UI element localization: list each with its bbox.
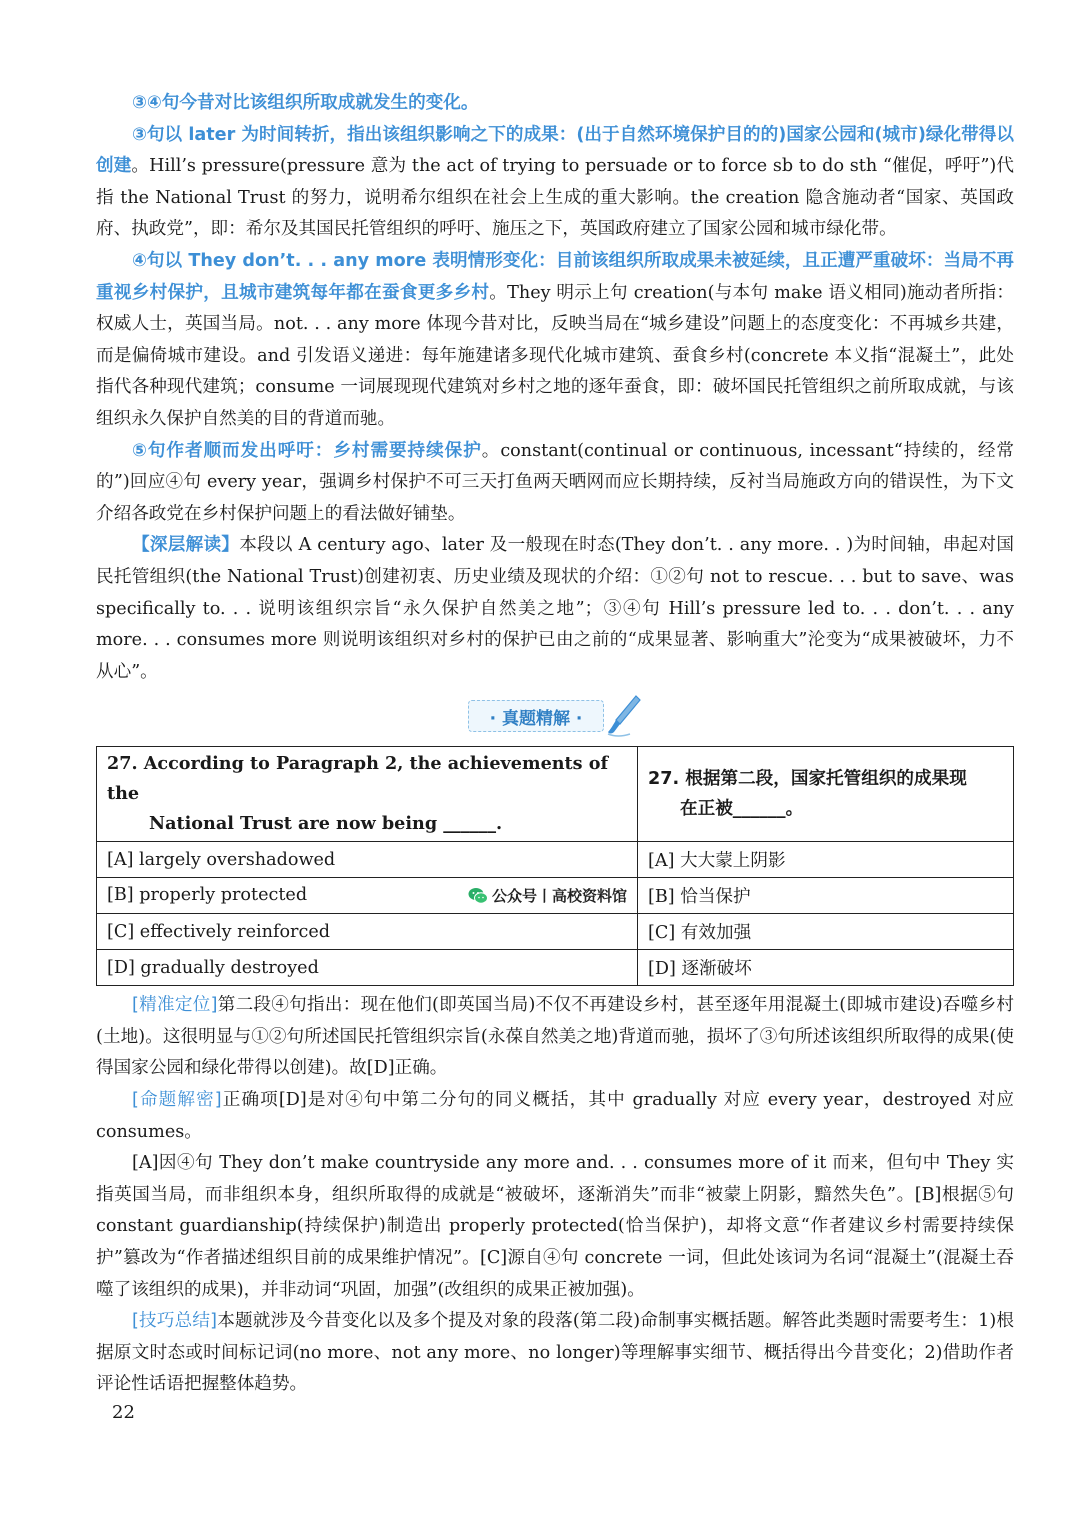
question-decode-paragraph	[96, 1085, 1014, 1148]
question-stem-en-line1: 27. According to Paragraph 2, the achievements of the	[107, 753, 609, 805]
analysis-highlight: ③句以 later 为时间转折，指出该组织影响之下的成果：(出于自然环境保护目的的)国家公园和(城市)绿化带得以创建	[96, 124, 1014, 177]
option-row-b	[97, 878, 1014, 914]
analysis-text: 。Hill’s pressure(pressure 意为 the act of trying to persuade or to force sb to do sth “催促，呼吁”)代指 the National Trust 的努力，说明希尔组织在社会上生成的重大影响。the creation 隐含施动者“国家、英国政府、执政党”，即：希尔及其国民托管组织的呼吁、施压之下，英国政府建立了国家公园和城市绿化带。	[96, 156, 1014, 240]
question-decode-tag: [命题解密]	[132, 1090, 222, 1111]
question-decode-text: 正确项[D]是对④句中第二分句的同义概括，其中 gradually 对应 every year，destroyed 对应 consumes。	[96, 1090, 1014, 1142]
section-banner-label: · 真题精解 ·	[468, 700, 604, 732]
analysis-highlight: ③④句今昔对比该组织所取成就发生的变化。	[132, 93, 479, 113]
analysis-highlight: ④句以 They don’t. . . any more 表明情形变化：目前该组织所取成果未被延续，且正遭严重破坏：当局不再重视乡村保护，且城市建筑每年都在蚕食更多乡村	[96, 250, 1014, 303]
question-stem-zh-line2: 在正被______。	[680, 799, 804, 820]
option-d-zh: [D] 逐渐破坏	[638, 950, 1014, 986]
precise-location-paragraph	[96, 990, 1014, 1085]
option-row-a	[97, 842, 1014, 878]
option-a-zh: [A] 大大蒙上阴影	[638, 842, 1014, 878]
question-stem-en	[97, 747, 638, 842]
option-row-d	[97, 950, 1014, 986]
distractor-analysis-paragraph	[96, 1148, 1014, 1306]
distractor-analysis-text: [A]因④句 They don’t make countryside any more and. . . consumes more of it 而来，但句中 They 实指英国当局，而非组织本身，组织所取得的成就是“被破坏，逐渐消失”而非“被蒙上阴影，黯然失色”。[B]根据⑤句 constant guardianship(持续保护)制造出 properly protected(恰当保护)，却将文意“作者建议乡村需要持续保护”篡改为“作者描述组织目前的成果维护情况”。[C]源自④句 concrete 一词，但此处该词为名词“混凝土”(混凝土吞噬了该组织的成果)，并非动词“巩固，加强”(改组织的成果正被加强)。	[96, 1153, 1014, 1300]
precise-location-text: 第二段④句指出：现在他们(即英国当局)不仅不再建设乡村，甚至逐年用混凝土(即城市建设)吞噬乡村(土地)。这很明显与①②句所述国民托管组织宗旨(永葆自然美之地)背道而驰，损坏了③句所述该组织所取得的成果(使得国家公园和绿化带得以创建)。故[D]正确。	[96, 995, 1014, 1079]
skill-summary-text: 本题就涉及今昔变化以及多个提及对象的段落(第二段)命制事实概括题。解答此类题时需要考生：1)根据原文时态或时间标记词(no more、not any more、no longer)等理解事实细节、概括得出今昔变化；2)借助作者评论性话语把握整体趋势。	[96, 1311, 1014, 1395]
option-c-zh: [C] 有效加强	[638, 914, 1014, 950]
question-stem-zh	[638, 747, 1014, 842]
analysis-text: 。constant(continual or continuous, incessant“持续的，经常的”)回应④句 every year，强调乡村保护不可三天打鱼两天晒网而应长期持续，反衬当局施政方向的错误性，为下文介绍各政党在乡村保护问题上的看法做好铺垫。	[96, 440, 1014, 524]
watermark	[468, 885, 627, 906]
precise-location-tag: [精准定位]	[132, 995, 218, 1016]
skill-summary-paragraph	[96, 1306, 1014, 1401]
deep-reading-text: 本段以 A century ago、later 及一般现在时态(They don’t. . any more. . )为时间轴，串起对国民托管组织(the National Trust)创建初衷、历史业绩及现状的介绍：①②句 not to rescue. . . but to save、was specifically to. . . 说明该组织宗旨“永久保护自然美之地”；③④句 Hill’s pressure led to. . . don’t. . . any more. . . consumes more 则说明该组织对乡村的保护已由之前的“成果显著、影响重大”沦变为“成果被破坏，力不从心”。	[96, 535, 1014, 682]
option-b-en-cell	[97, 878, 638, 914]
option-b-en: [B] properly protected	[107, 885, 308, 906]
question-stem-en-line2: National Trust are now being ______.	[149, 813, 503, 835]
question-stem-zh-line1: 27. 根据第二段，国家托管组织的成果现	[648, 769, 967, 790]
page-number: 22	[112, 1402, 135, 1423]
watermark-text: 公众号丨高校资料馆	[491, 887, 627, 906]
analysis-text: 。They 明示上句 creation(与本句 make 语义相同)施动者所指：权威人士，英国当局。not. . . any more 体现今昔对比，反映当局在“城乡建设”问题上的态度变化：不再城乡共建，而是偏倚城市建设。and 引发语义递进：每年施建诸多现代化城市建筑、蚕食乡村(concrete 本义指“混凝土”，此处指代各种现代建筑；consume 一词展现现代建筑对乡村之地的逐年蚕食，即：破坏国民托管组织之前所取成就，与该组织永久保护自然美的目的背道而驰。	[96, 282, 1014, 429]
analysis-paragraph-4	[96, 436, 1014, 531]
analysis-highlight: ⑤句作者顺而发出呼吁：乡村需要持续保护	[132, 440, 482, 461]
section-banner	[96, 694, 1014, 742]
deep-reading-paragraph	[96, 530, 1014, 688]
question-table	[96, 746, 1014, 986]
skill-summary-tag: [技巧总结]	[132, 1311, 218, 1332]
deep-reading-tag: 【深层解读】	[132, 535, 240, 556]
question-stem-row	[97, 747, 1014, 842]
option-c-en: [C] effectively reinforced	[97, 914, 638, 950]
analysis-paragraph-3	[96, 246, 1014, 436]
page-content	[96, 88, 1014, 1401]
option-a-en: [A] largely overshadowed	[97, 842, 638, 878]
analysis-paragraph-2	[96, 120, 1014, 246]
wechat-icon	[468, 887, 488, 905]
option-row-c	[97, 914, 1014, 950]
analysis-paragraph-1	[96, 88, 1014, 120]
option-b-zh: [B] 恰当保护	[638, 878, 1014, 914]
option-d-en: [D] gradually destroyed	[97, 950, 638, 986]
brush-pen-icon	[606, 694, 642, 738]
